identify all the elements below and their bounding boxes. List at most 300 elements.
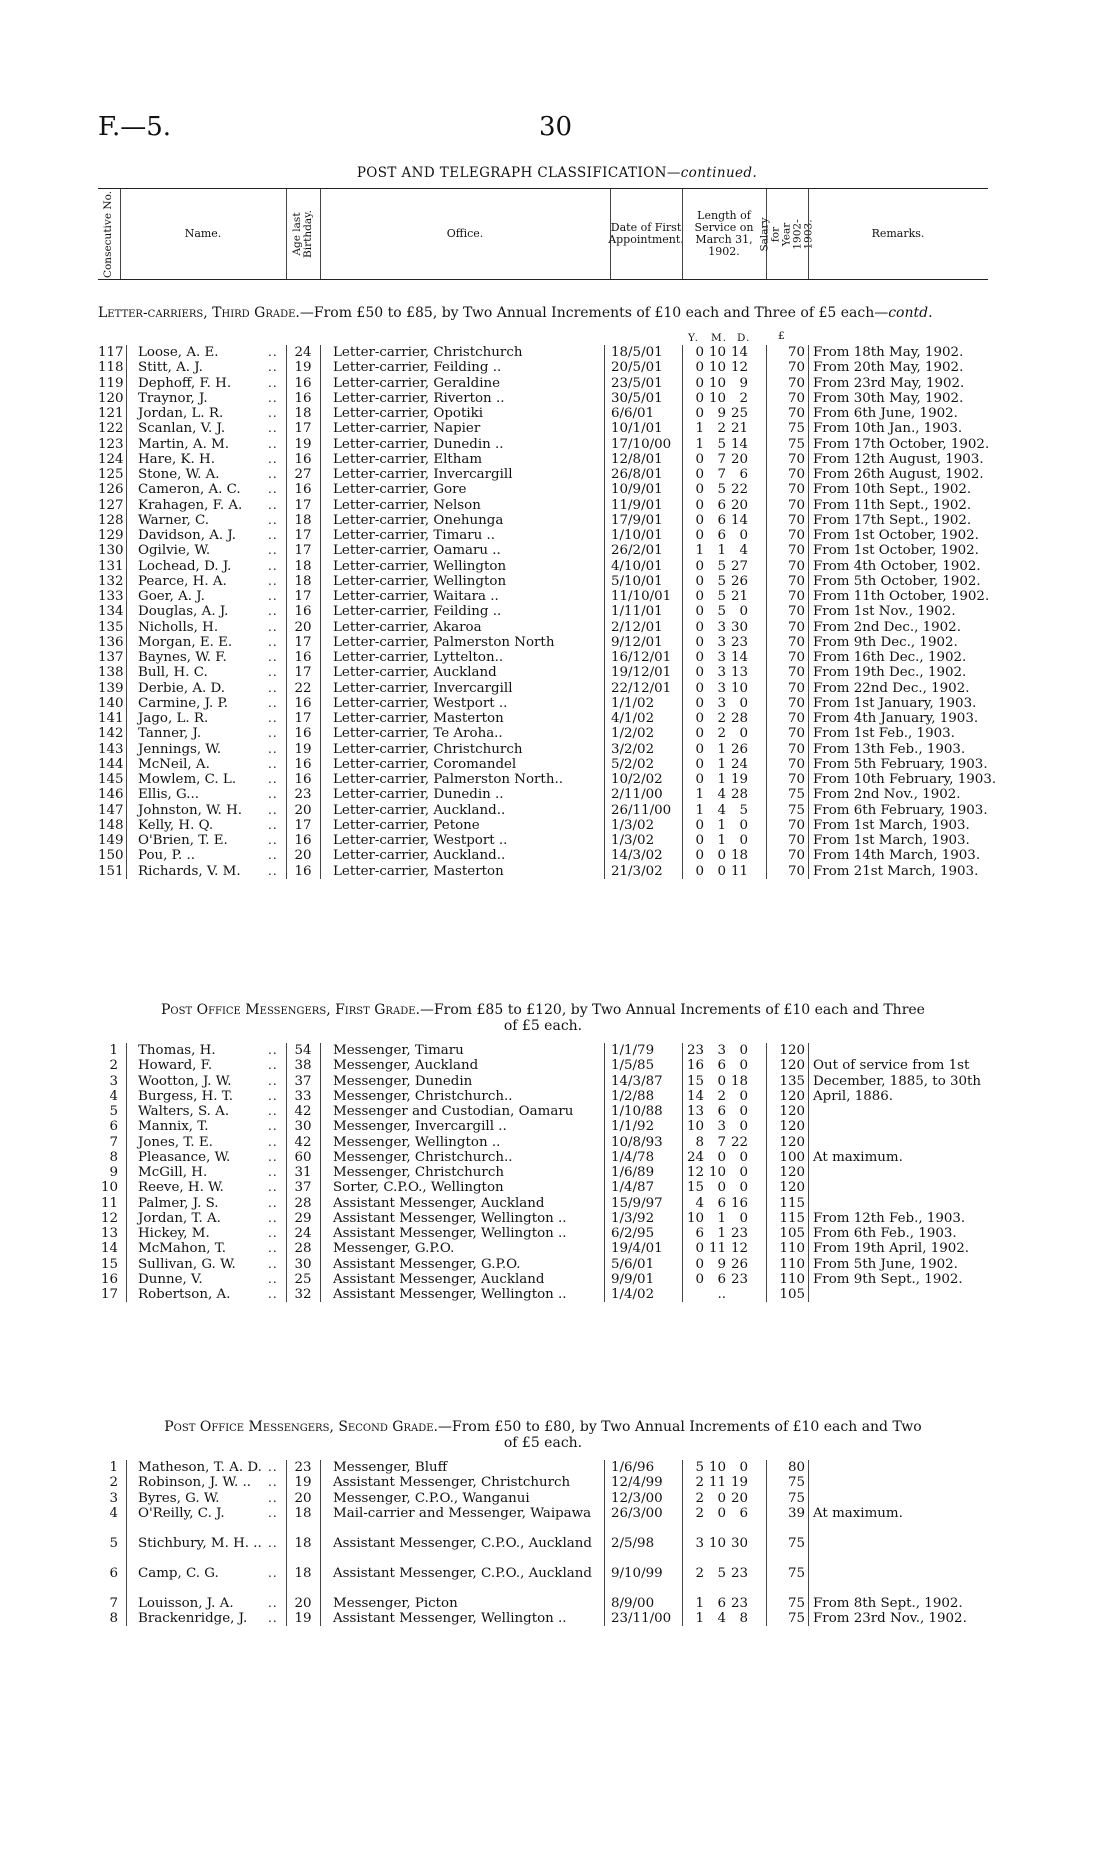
cell-date: 1/4/02 [611,1287,655,1302]
cell-no: 147 [98,802,124,818]
header-name: Name. [184,227,222,240]
cell-date: 21/3/02 [611,863,663,879]
cell-office: Assistant Messenger, Christchurch [333,1475,571,1491]
cell-no: 118 [98,360,124,376]
cell-salary: 70 [787,573,805,589]
cell-salary: 105 [779,1226,805,1241]
cell-office: Assistant Messenger, C.P.O., Auckland [333,1535,592,1551]
cell-date: 9/10/99 [611,1565,663,1581]
cell-salary: 70 [787,558,805,574]
cell-no: 13 [100,1226,118,1241]
cell-office: Messenger, Bluff [333,1460,448,1475]
header-age: Age last Birthday. [291,210,314,258]
cell-office: Letter-carrier, Coromandel [333,756,517,772]
cell-name: Jago, L. R. [138,711,209,726]
cell-salary: 75 [787,1565,805,1581]
cell-name: Brackenridge, J. [138,1611,248,1626]
unit-years: Y. [688,332,699,344]
cell-name: Tanner, J. [138,726,202,742]
cell-no: 122 [98,421,124,437]
cell-name: Douglas, A. J. [138,604,229,620]
cell-name: Pearce, H. A. [138,573,227,589]
cell-name: Kelly, H. Q. [138,817,214,833]
cell-name: Pleasance, W. [138,1149,231,1165]
cell-office: Letter-carrier, Invercargill [333,467,513,482]
cell-no: 1 [109,1460,118,1475]
cell-name: Mowlem, C. L. [138,772,237,787]
cell-no: 5 [109,1104,118,1119]
cell-date: 1/2/88 [611,1088,655,1104]
cell-remarks: From 18th May, 1902. [813,345,964,360]
cell-no: 124 [98,451,124,467]
cell-date: 5/6/01 [611,1256,655,1272]
cell-age: 23 [294,787,312,803]
cell-office: Messenger, Christchurch.. [333,1149,513,1165]
cell-office: Letter-carrier, Dunedin .. [333,787,504,803]
cell-salary: 70 [787,741,805,757]
cell-remarks: From 13th Feb., 1903. [813,741,966,757]
cell-age: 22 [294,680,312,696]
header-remarks: Remarks. [871,227,925,240]
cell-name: Cameron, A. C. [138,482,241,498]
cell-name: McMahon, T. [138,1241,226,1257]
cell-name: Carmine, J. P. [138,695,229,711]
cell-name: Robertson, A. [138,1287,231,1302]
cell-date: 10/1/01 [611,421,663,437]
cell-remarks: From 10th Jan., 1903. [813,421,963,437]
cell-salary: 110 [779,1271,805,1287]
cell-name: Howard, F. [138,1058,213,1074]
cell-age: 16 [294,695,312,711]
cell-age: 17 [294,589,312,604]
cell-no: 10 [100,1180,118,1196]
cell-salary: 70 [787,665,805,681]
cell-salary: 75 [787,787,805,803]
cell-salary: 70 [787,695,805,711]
unit-days: D. [737,332,751,344]
cell-date: 10/9/01 [611,482,663,498]
cell-office: Letter-carrier, Geraldine [333,375,501,391]
cell-office: Letter-carrier, Masterton [333,863,504,879]
cell-date: 22/12/01 [611,680,672,696]
cell-salary: 70 [787,467,805,482]
cell-date: 26/2/01 [611,543,663,559]
cell-office: Letter-carrier, Petone [333,817,480,833]
cell-date: 1/3/92 [611,1210,655,1226]
cell-date: 6/6/01 [611,406,655,421]
cell-date: 1/2/02 [611,726,655,742]
cell-remarks: From 23rd Nov., 1902. [813,1611,967,1626]
cell-name: Mannix, T. [138,1119,209,1135]
cell-no: 3 [109,1490,118,1506]
cell-salary: 75 [787,1611,805,1626]
cell-name: Traynor, J. [138,390,208,406]
cell-no: 6 [109,1565,118,1581]
cell-salary: 70 [787,711,805,726]
cell-remarks: From 10th Sept., 1902. [813,482,972,498]
cell-salary: 120 [779,1165,805,1180]
cell-age: 27 [294,467,312,482]
cell-office: Letter-carrier, Feilding .. [333,360,502,376]
cell-age: 16 [294,604,312,620]
cell-remarks: From 2nd Dec., 1902. [813,619,961,635]
cell-name: Warner, C. [138,512,209,528]
cell-date: 26/3/00 [611,1505,663,1521]
cell-date: 2/12/01 [611,619,663,635]
cell-age: 19 [294,1475,312,1491]
cell-age: 18 [294,1565,312,1581]
cell-no: 136 [98,634,124,650]
cell-no: 137 [98,650,124,665]
cell-office: Messenger, Christchurch.. [333,1088,513,1104]
cell-remarks: From 4th January, 1903. [813,711,979,726]
cell-name: Reeve, H. W. [138,1180,224,1196]
cell-remarks: From 6th Feb., 1903. [813,1226,957,1241]
cell-remarks: Out of service from 1st [813,1058,970,1074]
cell-no: 5 [109,1535,118,1551]
cell-name: Sullivan, G. W. [138,1256,236,1272]
cell-salary: 75 [787,436,805,452]
section-heading: Post Office Messengers, Second Grade.—From £50 to £80, by Two Annual Increments of £10 each and Two of £5 each. [164,1419,922,1451]
cell-name: Thomas, H. [138,1043,216,1058]
cell-no: 138 [98,665,124,681]
cell-no: 6 [109,1119,118,1135]
cell-name: Martin, A. M. [138,436,230,452]
cell-date: 19/4/01 [611,1241,663,1257]
cell-office: Messenger, Auckland [333,1058,479,1074]
cell-name: McGill, H. [138,1165,208,1180]
cell-salary: 70 [787,375,805,391]
cell-remarks: At maximum. [813,1149,903,1165]
cell-age: 17 [294,711,312,726]
cell-date: 10/2/02 [611,772,663,787]
cell-salary: 105 [779,1287,805,1302]
cell-remarks: From 16th Dec., 1902. [813,650,967,665]
cell-name: Jennings, W. [138,741,222,757]
cell-age: 16 [294,390,312,406]
cell-date: 6/2/95 [611,1226,655,1241]
cell-office: Messenger, Invercargill .. [333,1119,507,1135]
cell-office: Letter-carrier, Auckland.. [333,848,506,864]
cell-salary: 70 [787,650,805,665]
page-title: POST AND TELEGRAPH CLASSIFICATION—continued. [356,165,758,181]
cell-remarks: From 8th Sept., 1902. [813,1595,963,1611]
cell-salary: 110 [779,1256,805,1272]
cell-no: 4 [109,1088,118,1104]
cell-age: 18 [294,1535,312,1551]
cell-office: Letter-carrier, Feilding .. [333,604,502,620]
cell-remarks: From 1st Feb., 1903. [813,726,955,742]
cell-salary: 70 [787,680,805,696]
cell-office: Letter-carrier, Timaru .. [333,528,496,543]
cell-date: 19/12/01 [611,665,672,681]
cell-no: 127 [98,497,124,513]
cell-age: 19 [294,1611,312,1626]
cell-remarks: From 4th October, 1902. [813,558,981,574]
cell-office: Assistant Messenger, Wellington .. [333,1226,567,1241]
cell-office: Letter-carrier, Christchurch [333,345,523,360]
cell-name: Robinson, J. W. .. [138,1475,251,1491]
cell-office: Letter-carrier, Riverton .. [333,390,505,406]
unit-months: M. [711,332,728,344]
cell-date: 10/8/93 [611,1134,663,1150]
cell-age: 17 [294,421,312,437]
cell-salary: 70 [787,482,805,498]
cell-date: 1/1/92 [611,1119,655,1135]
cell-remarks: From 9th Dec., 1902. [813,634,958,650]
cell-date: 1/10/88 [611,1104,663,1119]
cell-name: Derbie, A. D. [138,680,226,696]
cell-name: Morgan, E. E. [138,634,233,650]
cell-office: Letter-carrier, Oamaru .. [333,543,501,559]
cell-age: 19 [294,360,312,376]
cell-name: Nicholls, H. [138,619,219,635]
cell-age: 32 [294,1287,312,1302]
cell-no: 8 [109,1611,118,1626]
cell-salary: 75 [787,1490,805,1506]
cell-no: 3 [109,1073,118,1089]
cell-remarks: From 21st March, 1903. [813,863,979,879]
cell-no: 121 [98,406,124,421]
cell-age: 18 [294,573,312,589]
cell-name: Louisson, J. A. [138,1595,234,1611]
cell-salary: 100 [779,1149,805,1165]
cell-office: Letter-carrier, Nelson [333,497,481,513]
cell-no: 123 [98,436,124,452]
cell-age: 31 [294,1165,312,1180]
cell-age: 16 [294,863,312,879]
cell-date: 4/10/01 [611,558,663,574]
cell-name: Scanlan, V. J. [138,421,226,437]
cell-remarks: From 1st October, 1902. [813,528,979,543]
cell-office: Messenger, G.P.O. [333,1241,455,1257]
cell-date: 12/8/01 [611,451,663,467]
section-heading: Post Office Messengers, First Grade.—From £85 to £120, by Two Annual Increments of £10 each and Three of £5 each. [161,1002,925,1034]
cell-age: 20 [294,802,312,818]
cell-date: 14/3/87 [611,1073,663,1089]
cell-salary: 70 [787,634,805,650]
cell-date: 11/9/01 [611,497,663,513]
cell-date: 1/11/01 [611,604,663,620]
cell-salary: 120 [779,1088,805,1104]
cell-remarks: From 17th Sept., 1902. [813,512,972,528]
cell-salary: 120 [779,1043,805,1058]
cell-no: 7 [109,1595,118,1611]
cell-age: 16 [294,772,312,787]
cell-no: 125 [98,467,124,482]
cell-date: 1/6/89 [611,1165,655,1180]
cell-salary: 39 [787,1505,805,1521]
cell-no: 150 [98,848,124,864]
cell-remarks: From 20th May, 1902. [813,360,964,376]
cell-age: 38 [294,1058,312,1074]
cell-name: Bull, H. C. [138,665,208,681]
cell-date: 2/11/00 [611,787,663,803]
cell-age: 16 [294,375,312,391]
cell-date: 15/9/97 [611,1195,663,1211]
cell-date: 9/12/01 [611,634,663,650]
cell-name: Lochead, D. J. [138,558,232,574]
cell-office: Mail-carrier and Messenger, Waipawa [333,1505,592,1521]
cell-date: 1/3/02 [611,817,655,833]
cell-salary: 70 [787,543,805,559]
cell-office: Messenger and Custodian, Oamaru [333,1104,574,1119]
cell-no: 2 [109,1475,118,1491]
cell-name: O'Reilly, C. J. [138,1505,225,1521]
cell-office: Letter-carrier, Wellington [333,558,507,574]
cell-office: Letter-carrier, Christchurch [333,741,523,757]
cell-name: Dephoff, F. H. [138,375,232,391]
cell-no: 134 [98,604,124,620]
cell-name: Stitt, A. J. [138,360,203,376]
cell-salary: 70 [787,360,805,376]
cell-age: 18 [294,1505,312,1521]
cell-salary: 70 [787,512,805,528]
cell-salary: 120 [779,1134,805,1150]
cell-date: 1/10/01 [611,528,663,543]
cell-date: 3/2/02 [611,741,655,757]
cell-no: 142 [98,726,124,742]
cell-no: 119 [98,375,124,391]
cell-date: 16/12/01 [611,650,672,665]
cell-remarks: From 22nd Dec., 1902. [813,680,970,696]
cell-name: Ogilvie, W. [138,543,211,559]
cell-remarks: From 19th April, 1902. [813,1241,970,1257]
cell-salary: 80 [787,1460,805,1475]
cell-age: 16 [294,650,312,665]
cell-remarks: From 14th March, 1903. [813,848,981,864]
cell-date: 1/1/79 [611,1043,655,1058]
cell-age: 28 [294,1241,312,1257]
cell-age: 17 [294,817,312,833]
cell-salary: 70 [787,589,805,604]
cell-name: Stone, W. A. [138,467,220,482]
cell-age: 30 [294,1256,312,1272]
cell-age: 37 [294,1180,312,1196]
cell-no: 14 [100,1241,118,1257]
cell-salary: 135 [779,1073,805,1089]
cell-date: 5/10/01 [611,573,663,589]
cell-salary: 70 [787,406,805,421]
cell-salary: 70 [787,604,805,620]
cell-date: 9/9/01 [611,1271,655,1287]
cell-office: Letter-carrier, Auckland.. [333,802,506,818]
cell-date: 17/9/01 [611,512,663,528]
cell-name: Camp, C. G. [138,1565,219,1581]
cell-no: 126 [98,482,124,498]
cell-remarks: From 6th February, 1903. [813,802,988,818]
cell-date: 26/11/00 [611,802,672,818]
cell-name: Byres, G. W. [138,1490,220,1506]
cell-age: 60 [294,1149,312,1165]
cell-date: 30/5/01 [611,390,663,406]
cell-remarks: From 5th February, 1903. [813,756,988,772]
cell-office: Letter-carrier, Opotiki [333,406,484,421]
cell-salary: 70 [787,345,805,360]
cell-no: 132 [98,573,124,589]
cell-age: 29 [294,1210,312,1226]
cell-age: 20 [294,1595,312,1611]
cell-date: 4/1/02 [611,711,655,726]
cell-salary: 120 [779,1119,805,1135]
cell-date: 12/4/99 [611,1475,663,1491]
cell-age: 20 [294,1490,312,1506]
cell-office: Letter-carrier, Masterton [333,711,504,726]
cell-age: 24 [294,345,312,360]
cell-office: Messenger, Christchurch [333,1165,504,1180]
cell-name: Ellis, G... [138,787,199,803]
cell-name: Goer, A. J. [138,589,205,604]
cell-age: 17 [294,528,312,543]
cell-remarks: From 26th August, 1902. [813,467,984,482]
cell-salary: 70 [787,833,805,848]
cell-date: 17/10/00 [611,436,672,452]
cell-no: 4 [109,1505,118,1521]
cell-name: Johnston, W. H. [138,802,242,818]
cell-remarks: December, 1885, to 30th [813,1073,982,1089]
cell-age: 30 [294,1119,312,1135]
cell-salary: 70 [787,863,805,879]
cell-name: Jordan, L. R. [138,406,224,421]
cell-salary: 70 [787,756,805,772]
cell-age: 33 [294,1088,312,1104]
cell-age: 20 [294,848,312,864]
header-salary: Salary for Year 1902-1903. [758,216,815,252]
cell-age: 16 [294,482,312,498]
cell-date: 12/3/00 [611,1490,663,1506]
cell-salary: 115 [779,1210,805,1226]
cell-office: Assistant Messenger, Wellington .. [333,1287,567,1302]
cell-date: 2/5/98 [611,1535,655,1551]
cell-age: 17 [294,497,312,513]
cell-remarks: From 23rd May, 1902. [813,375,965,391]
cell-name: Burgess, H. T. [138,1088,234,1104]
cell-no: 148 [98,817,124,833]
cell-no: 17 [100,1287,118,1302]
cell-office: Letter-carrier, Onehunga [333,512,504,528]
cell-remarks: From 19th Dec., 1902. [813,665,967,681]
cell-office: Sorter, C.P.O., Wellington [333,1180,504,1196]
cell-salary: 70 [787,817,805,833]
cell-salary: 75 [787,802,805,818]
cell-office: Assistant Messenger, Auckland [333,1195,545,1211]
cell-office: Letter-carrier, Waitara .. [333,589,499,604]
cell-no: 145 [98,772,124,787]
cell-date: 1/6/96 [611,1460,655,1475]
cell-no: 131 [98,558,124,574]
cell-office: Letter-carrier, Auckland [333,665,497,681]
cell-name: Richards, V. M. [138,863,241,879]
cell-salary: 70 [787,497,805,513]
page-id: F.—5. [98,112,172,142]
cell-no: 149 [98,833,124,848]
cell-age: 17 [294,634,312,650]
cell-name: Matheson, T. A. D. [138,1460,262,1475]
cell-remarks: From 6th June, 1902. [813,406,958,421]
cell-name: O'Brien, T. E. [138,833,228,848]
cell-no: 144 [98,756,124,772]
cell-age: 17 [294,665,312,681]
cell-age: 18 [294,406,312,421]
cell-salary: 120 [779,1180,805,1196]
cell-office: Letter-carrier, Westport .. [333,695,508,711]
cell-no: 15 [100,1256,118,1272]
cell-remarks: From 1st Nov., 1902. [813,604,956,620]
cell-office: Letter-carrier, Akaroa [333,619,482,635]
cell-name: McNeil, A. [138,756,210,772]
cell-no: 2 [109,1058,118,1074]
cell-name: Hare, K. H. [138,451,215,467]
